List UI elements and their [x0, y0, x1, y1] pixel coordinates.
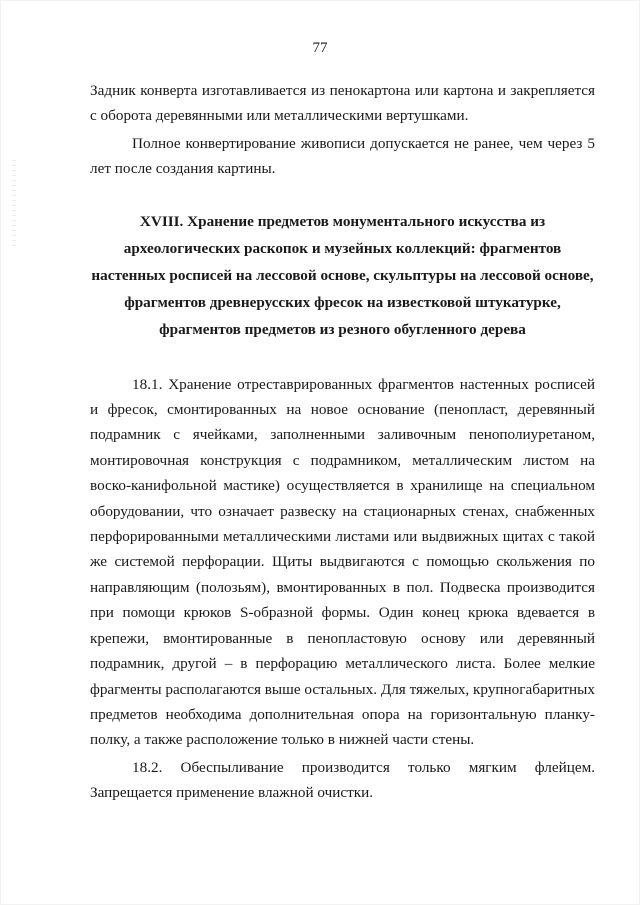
section-heading: XVIII. Хранение предметов монументального искусства из археологических раскопок и музейных коллекций: фрагментов настенных росписей на лессовой основе, скульптуры на лессовой основе, фрагментов древнерусских фресок на известковой штукатурке, фрагментов предметов из резного обугленного дерева	[91, 212, 594, 339]
paragraph-18-2: 18.2. Обеспыливание производится только мягким флейцем. Запрещается применение влажной очистки.	[90, 758, 595, 802]
paragraph-envelope-back: Задник конверта изготавливается из пенокартона или картона и закрепляется с оборота деревянными или металлическими вертушками.	[90, 82, 595, 125]
scan-margin-artifact	[12, 160, 16, 250]
page-body	[90, 78, 595, 806]
page-number: 77	[312, 40, 328, 56]
paragraph-conversion-rule: Полное конвертирование живописи допускается не ранее, чем через 5 лет после создания картины.	[90, 134, 595, 178]
paragraph-18-1: 18.1. Хранение отреставрированных фрагментов настенных росписей и фресок, смонтированных на новое основание (пенопласт, деревянный подрамник с ячейками, заполненными заливочным пенополиуретаном, монтировочная конструкция с подрамником, металлическим листом на воско-канифольной мастике) осуществляется в хранилище на специальном оборудовании, что означает развеску на стационарных стенах, снабженных перфорированными металлическими листами или выдвижных щитах с такой же системой перфорации. Щиты выдвигаются с помощью скольжения по направляющим (полозьям), вмонтированных в пол. Подвеска производится при помощи крюков S-образной формы. Один конец крюка вдевается в крепежи, вмонтированные в пенопластовую основу или деревянный подрамник, другой – в перфорацию металлического листа. Более мелкие фрагменты располагаются выше остальных. Для тяжелых, крупногабаритных предметов необходима дополнительная опора на горизонтальную планку-полку, а также расположение только в нижней части стены.	[90, 375, 595, 749]
